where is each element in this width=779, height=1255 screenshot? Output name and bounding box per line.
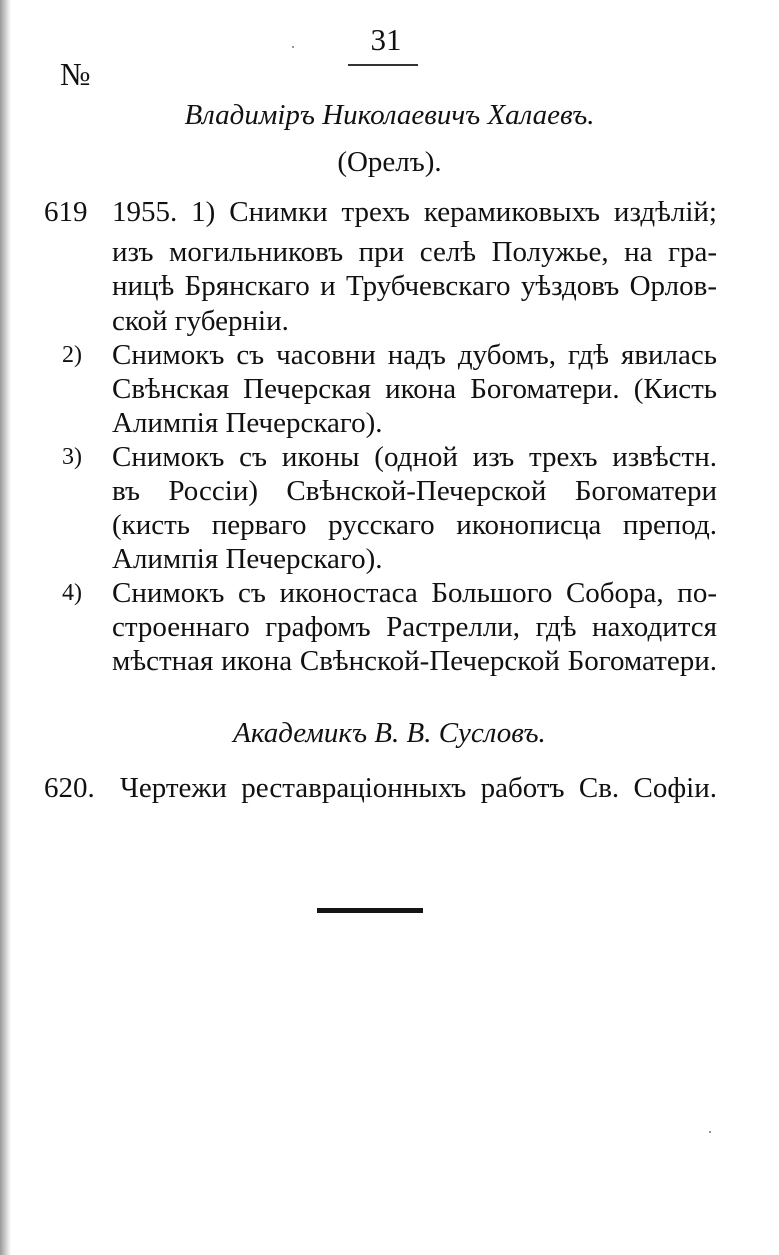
entry-line: ской губерніи. [112, 305, 289, 337]
paper-speck [292, 46, 294, 48]
item-marker: 4) [62, 580, 82, 606]
page-spine-shadow [0, 0, 11, 1255]
author-heading-khalaev: Владиміръ Николаевичъ Халаевъ. [184, 99, 595, 131]
entry-line: Снимокъ съ часовни надъ дубомъ, гдѣ явилась [112, 339, 717, 371]
item-marker: 3) [62, 444, 82, 470]
entry-line: 1955. 1) Снимки трехъ керамиковыхъ издѣлій; [112, 196, 717, 228]
entry-line: Снимокъ съ иконостаса Большого Собора, по- [112, 577, 717, 609]
entry-line: Алимпія Печерскаго). [112, 543, 383, 575]
page-number-rule [348, 64, 418, 66]
entry-line: въ Россіи) Свѣнской-Печерской Богоматери [112, 475, 717, 507]
author-heading-suslov: Академикъ В. В. Сусловъ. [233, 717, 546, 749]
entry-line: Снимокъ съ иконы (одной изъ трехъ извѣстн. [112, 441, 717, 473]
number-sign-header: № [60, 56, 91, 92]
item-marker: 2) [62, 342, 82, 368]
entry-line: (кисть перваго русскаго иконописца препод. [112, 509, 717, 541]
entry-line: строеннаго графомъ Растрелли, гдѣ находится [112, 611, 717, 643]
entry-line: изъ могильниковъ при селѣ Полужье, на гра- [112, 236, 717, 268]
entry-line: ницѣ Брянскаго и Трубчевскаго уѣздовъ Орлов- [112, 270, 717, 302]
author-place: (Орелъ). [337, 146, 442, 178]
entry-line: Свѣнская Печерская икона Богоматери. (Кисть [112, 373, 717, 405]
entry-line: Чертежи реставраціонныхъ работъ Св. Софіи. [120, 772, 717, 804]
catalog-number: 619 [44, 196, 88, 228]
page-number: 31 [370, 22, 402, 57]
entry-line: мѣстная икона Свѣнской-Печерской Богоматери. [112, 645, 717, 677]
closing-rule [317, 908, 423, 913]
catalog-number: 620. [44, 772, 95, 804]
entry-line: Алимпія Печерскаго). [112, 407, 383, 439]
paper-speck [709, 1131, 711, 1133]
